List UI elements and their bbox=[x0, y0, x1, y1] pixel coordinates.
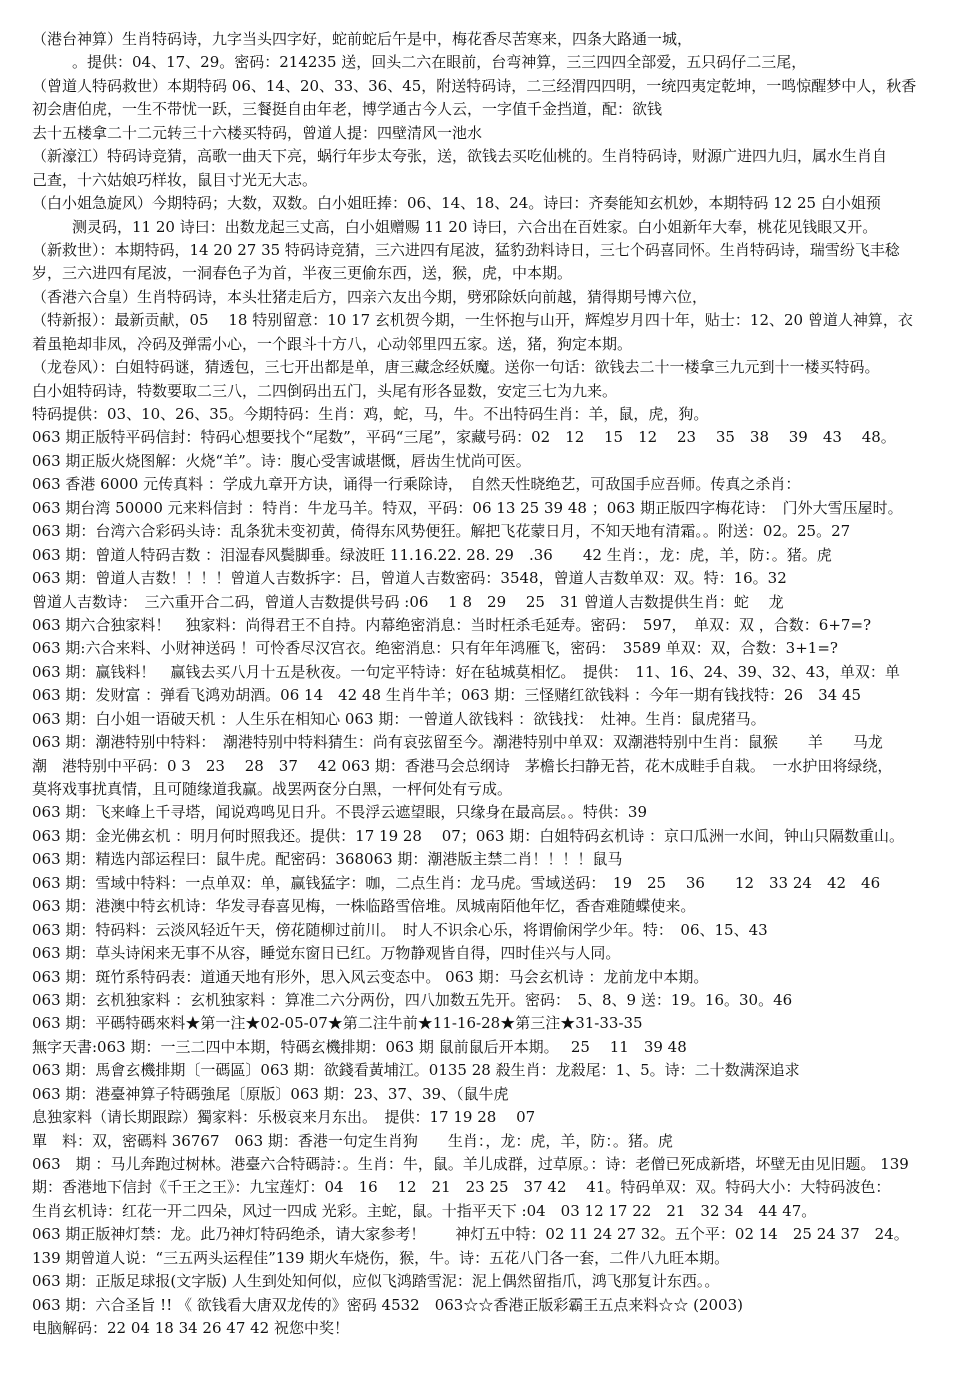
document-line: 着虽艳却非凤，冷码及弹需小心，一个跟斗十方八，心动邻里四五家。送，猪，狗定本期。 bbox=[32, 334, 633, 353]
document-line: 063 期六合独家料！ 独家料：尚得君王不自持。内幕绝密消息：当时枉杀毛延寿。密码： 597， 单双：双 ，合数：6+7=? bbox=[32, 615, 872, 634]
document-line: 特码提供：03、10、26、35。今期特码：生肖：鸡，蛇，马，牛。不出特码生肖：羊，鼠，虎，狗。 bbox=[32, 405, 709, 423]
document-line: 單 料：双，密碼料 36767 063 期：香港一句定生肖狗 生肖：，龙：虎，羊，防：。猪。虎 bbox=[32, 1131, 673, 1150]
document-line: 测灵码，11 20 诗曰：出数龙起三丈高，白小姐赠赐 11 20 诗曰，六合出在百姓家。白小姐新年大奉，桃花见钱眼又开。 bbox=[72, 217, 878, 236]
document-line: 063 期：草头诗闲来无事不从容，睡觉东窗日已红。万物静观皆自得，四时佳兴与人同。 bbox=[32, 944, 621, 963]
document-line: 063 期正版火烧图解：火烧“羊”。诗：腹心受害诚堪慨，唇齿生忧尚可医。 bbox=[32, 451, 531, 470]
document-line: （港台神算）生肖特码诗，九字当头四字好，蛇前蛇后午是中，梅花香尽苦寒来，四条大路通一城， bbox=[32, 30, 693, 48]
document-line: 063 香港 6000 元传真料 ：学成九章开方诀，诵得一行乘除诗， 自然天性晓绝艺，可敌国手应吾师。传真之杀肖： bbox=[32, 475, 801, 494]
document-line: 曾道人吉数诗： 三六重开合二码，曾道人吉数提供号码 :06 1 8 29 25 31 曾道人吉数提供生肖：蛇 龙 bbox=[32, 592, 784, 611]
document-line: 白小姐特码诗，特数要取二三八，二四倒码出五门，头尾有形各显数，安定三七为九来。 bbox=[32, 381, 618, 400]
document-line: 莫将戏事扰真情，且可随缘道我赢。战罢两奁分白黑，一枰何处有亏成。 bbox=[32, 780, 513, 798]
document-line: 去十五楼拿二十二元转三十六楼买特码，曾道人提：四壁清风一池水 bbox=[32, 123, 483, 142]
document-line: 063 期 ：马儿奔跑过树林。港臺六合特碼詩：。生肖：牛，鼠。羊儿成群，过草原。：诗：老僧已死成新塔，坏壁无由见旧题。 139 bbox=[32, 1155, 909, 1173]
document-line: （新救世）：本期特码，14 20 27 35 特码诗竞猜，三六进四有尾波，猛豹劲料诗日，三七个码喜同怀。生肖特码诗，瑞雪纷飞丰稔 bbox=[32, 240, 900, 259]
document-line: 期：香港地下信封《千王之王》：九宝莲灯：04 16 12 21 23 25 37 42 41。特码单双：双。特码大小：大特码波色： bbox=[32, 1178, 891, 1197]
document-line: 063 期：飞来峰上千寻塔，闻说鸡鸣见日升。不畏浮云遮望眼，只缘身在最高层。。特供：39 bbox=[32, 803, 647, 822]
document-line: 岁，三六进四有尾波，一洞春色子为首，半夜三更偷东西，送，猴，虎，中本期。 bbox=[32, 264, 573, 283]
document-line: 無字天書:063 期：一三二四中本期，特碼玄機排期：063 期 鼠前鼠后开本期。 25 11 39 48 bbox=[32, 1037, 687, 1056]
document-line: 息独家料（请长期跟踪）獨家料：乐极哀来月东出。 提供：17 19 28 07 bbox=[32, 1108, 536, 1127]
lottery-tips-document bbox=[32, 28, 944, 1341]
document-line: （特新报）：最新贡献，05 18 特别留意：10 17 玄机贺今期，一生怀抱与山开，辉煌岁月四十年，贴士：12、20 曾道人神算，衣 bbox=[32, 311, 913, 330]
document-line: 063 期：潮港特别中特料： 潮港特别中特料猜生：尚有哀弦留至今。潮港特别中单双：双潮港特别中生肖：鼠猴 羊 马龙 bbox=[32, 733, 883, 752]
document-line: 063 期：港澳中特玄机诗：华发寻春喜见梅，一株临路雪倍堆。凤城南陌他年忆，香杳难随蝶使来。 bbox=[32, 897, 696, 916]
document-line: 139 期曾道人说：“三五两头运程佳”139 期火车烧伤，猴，牛。诗：五花八门各一套，二件八九旺本期。 bbox=[32, 1248, 730, 1267]
document-line: 063 期：斑竹系特码表：道通天地有形外，思入风云变态中。 063 期：马会玄机诗 ：龙前龙中本期。 bbox=[32, 967, 709, 986]
document-line: 063 期正版神灯禁：龙。此乃神灯特码绝杀，请大家参考！ 神灯五中特：02 11 24 27 32。五个平：02 14 25 24 37 24。 bbox=[32, 1225, 909, 1244]
document-line: 063 期:六合来料、小财神送码 ！可怜香尽汉宫衣。绝密消息：只有年年鸿雁飞，密码： 3589 单双：双，合数：3+1=? bbox=[32, 639, 838, 658]
document-line: 生肖玄机诗：红花一开二四朵，风过一四成 光彩。主蛇，鼠。十指平天下 :04 03 12 17 22 21 32 34 44 47。 bbox=[32, 1201, 817, 1220]
document-line: 063 期：港臺神算子特碼強尾〔原版〕063 期：23、37、39、（鼠牛虎 bbox=[32, 1084, 509, 1103]
document-line: 063 期：特码料：云淡风轻近午天，傍花随柳过前川。 时人不识余心乐，将谓偷闲学少年。特： 06、15、43 bbox=[32, 920, 768, 939]
document-line: 063 期：白小姐一语破天机 ：人生乐在相知心 063 期：一曾道人欲钱料 ：欲钱找： 灶神。生肖：鼠虎猪马。 bbox=[32, 709, 766, 728]
document-line: （曾道人特码救世）本期特码 06、14、20、33、36、45，附送特码诗，二三经渭四四明，一统四夷定乾坤，一鸣惊醒梦中人，秋香 bbox=[32, 76, 917, 95]
document-line: 。提供：04、17、29。密码：214235 送，回头二六在眼前，台弯神算，三三四四全部爱，五只码仔二三尾， bbox=[72, 53, 807, 72]
document-line: 063 期：馬會玄機排期〔一碼區〕063 期：欲錢看黃埔江。0135 28 殺生肖：龙殺尾：1、5。诗：二十数满深追求 bbox=[32, 1061, 800, 1080]
document-line: （新濠江）特码诗竞猜，高歌一曲天下亮，蜗行年步太夸张，送，欲钱去买吃仙桃的。生肖特码诗，财源广进四九归，属水生肖自 bbox=[32, 147, 888, 166]
document-line: 潮 港特别中平码：0 3 23 28 37 42 063 期：香港马会总纲诗 茅檐长扫静无苔，花木成畦手自栽。 一水护田将绿绕， bbox=[32, 756, 893, 775]
document-line: 063 期：精选内部运程曰：鼠牛虎。配密码：368063 期：潮港版主禁二肖！！！！鼠马 bbox=[32, 850, 623, 869]
document-line: 063 期：玄机独家料 ：玄机独家料 ：算准二六分两份，四八加数五先开。密码： 5、8、9 送：19。16。30。46 bbox=[32, 990, 793, 1009]
document-line: 063 期：曾道人吉数！！！！曾道人吉数拆字：吕，曾道人吉数密码：3548，曾道人吉数单双：双。特：16。32 bbox=[32, 569, 787, 588]
document-line: 063 期台湾 50000 元来料信封 ：特肖：牛龙马羊。特双，平码：06 13 25 39 48 ；063 期正版四字梅花诗： 门外大雪压屋时。 bbox=[32, 498, 903, 517]
document-line: 063 期：金光佛玄机 ：明月何时照我还。提供：17 19 28 07；063 期：白姐特码玄机诗 ：京口瓜洲一水间，钟山只隔数重山。 bbox=[32, 826, 904, 845]
document-line: 电脑解码：22 04 18 34 26 47 42 祝您中奖！ bbox=[32, 1319, 349, 1338]
document-line: 063 期：六合圣旨 !! 《 欲钱看大唐双龙传的》密码 4532 063☆☆香港正版彩霸王五点来料☆☆ (2003) bbox=[32, 1295, 743, 1314]
document-line: 初会唐伯虎，一生不带忧一跃，三餐挺自由年老，博学通古今人云，一字值千金挡道，配：欲钱 bbox=[32, 100, 663, 119]
document-line: 063 期正版特平码信封：特码心想要找个“尾数”，平码“三尾”，家藏号码：02 12 15 12 23 35 38 39 43 48。 bbox=[32, 428, 896, 447]
document-line: 063 期：赢钱料！ 赢钱去买八月十五是秋夜。一句定平特诗：好在毡城莫相忆。 提供： 11、16、24、39、32、43，单双：单 bbox=[32, 662, 900, 681]
document-line: （香港六合皇）生肖特码诗，本头壮猪走后方，四亲六友出今期，劈邪除妖向前越，猜得期号博六位， bbox=[32, 287, 708, 306]
document-line: 己查，十六姑娘巧样妆，鼠目寸光无大志。 bbox=[32, 170, 318, 189]
document-line: （白小姐急旋风）今期特码；大数，双数。白小姐旺捧：06、14、18、24。诗曰：齐奏能知玄机妙，本期特码 12 25 白小姐预 bbox=[32, 194, 881, 213]
document-line: 063 期：曾道人特码吉数 ：泪湿春风鬓脚垂。绿波旺 11.16.22. 28. 29 .36 42 生肖：，龙：虎，羊，防：。猪。虎 bbox=[32, 545, 832, 564]
document-line: 063 期：台湾六合彩码头诗：乱条犹未变初黄，倚得东风势便狂。解把飞花蒙日月，不知天地有清霜。。附送：02。25。27 bbox=[32, 522, 851, 541]
document-line: 063 期：雪域中特料：一点单双：单，赢钱猛字：咖，二点生肖：龙马虎。雪域送码： 19 25 36 12 33 24 42 46 bbox=[32, 873, 881, 892]
document-line: 063 期：发财富 ：弹看飞鸿劝胡酒。06 14 42 48 生肖牛羊；063 期：三怪赌红欲钱料 ：今年一期有钱找特：26 34 45 bbox=[32, 686, 862, 705]
document-line: 063 期：平碼特碼來料★第一注★02-05-07★第二注牛前★11-16-28★第三注★31-33-35 bbox=[32, 1014, 643, 1033]
document-line: （龙卷风）：白姐特码谜，猜透包，三七开出都是单，唐三藏念经妖魔。送你一句话：欲钱去二十一楼拿三九元到十一楼买特码。 bbox=[32, 358, 880, 377]
document-line: 063 期：正版足球报(文字版) 人生到处知何似，应似飞鸿踏雪泥：泥上偶然留指爪，鸿飞那复计东西。。 bbox=[32, 1272, 720, 1291]
